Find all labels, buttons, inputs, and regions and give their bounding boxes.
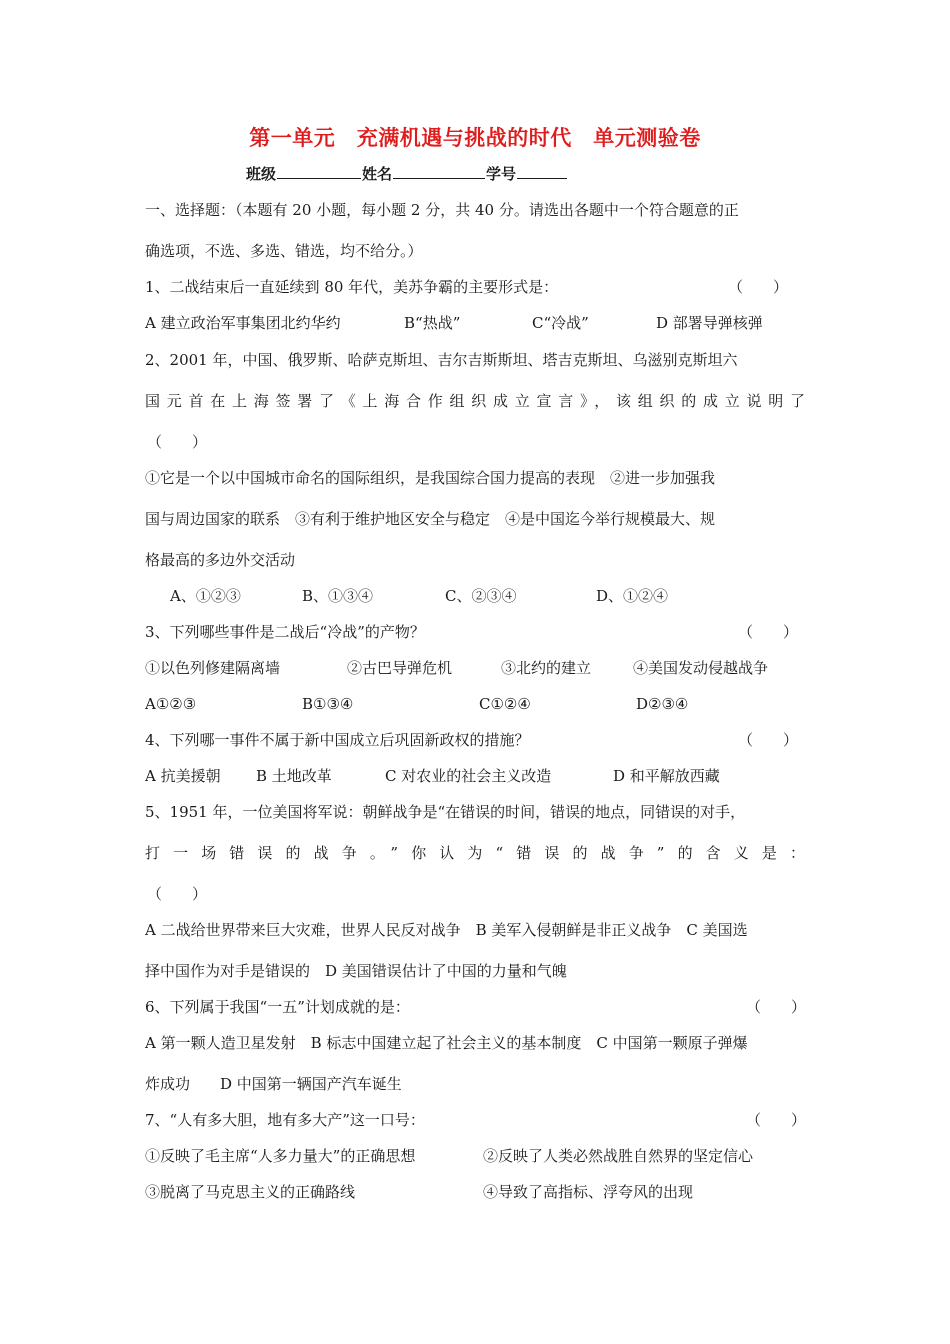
name-blank[interactable] <box>393 163 485 179</box>
q2-option-a: A、①②③ <box>170 587 241 605</box>
q3-stem: 3、下列哪些事件是二战后“冷战”的产物？ <box>145 623 425 641</box>
q1-option-d: D 部署导弹核弹 <box>656 314 763 332</box>
q3-item-2: ②古巴导弹危机 <box>347 659 453 677</box>
q6-body-line-2: 炸成功 D 中国第一辆国产汽车诞生 <box>145 1075 402 1093</box>
q2-option-c: C、②③④ <box>445 587 517 605</box>
q1-option-a: A 建立政治军事集团北约华约 <box>145 314 341 332</box>
page-title: 第一单元 充满机遇与挑战的时代 单元测验卷 <box>249 126 701 150</box>
section-heading-line-1: 一、选择题：（本题有 20 小题，每小题 2 分，共 40 分。请选出各题中一个符合题意的正 <box>145 201 739 219</box>
q7-item-4: ④导致了高指标、浮夸风的出现 <box>483 1183 694 1201</box>
q4-option-b: B 土地改革 <box>256 767 332 785</box>
name-label: 姓名 <box>362 165 393 183</box>
q3-option-c: C①②④ <box>479 695 531 713</box>
q3-option-b: B①③④ <box>302 695 354 713</box>
q3-item-4: ④美国发动侵越战争 <box>633 659 769 677</box>
q5-body-line-2: 择中国作为对手是错误的 D 美国错误估计了中国的力量和气魄 <box>145 962 567 980</box>
q4-option-a: A 抗美援朝 <box>145 767 221 785</box>
q2-body-line-2: 国与周边国家的联系 ③有利于维护地区安全与稳定 ④是中国迄今举行规模最大、规 <box>145 510 716 528</box>
number-blank[interactable] <box>517 163 567 179</box>
number-label: 学号 <box>486 165 517 183</box>
q2-stem-line-1: 2、2001 年，中国、俄罗斯、哈萨克斯坦、吉尔吉斯斯坦、塔吉克斯坦、乌滋别克斯坦六 <box>145 351 738 369</box>
class-blank[interactable] <box>277 163 361 179</box>
q3-item-3: ③北约的建立 <box>501 659 592 677</box>
q4-stem: 4、下列哪一事件不属于新中国成立后巩固新政权的措施？ <box>145 731 530 749</box>
q2-answer-paren[interactable]: （ ） <box>147 433 208 451</box>
q5-stem-line-2: 打一场错误的战争。”你认为“错误的战争”的含义是： <box>145 844 805 862</box>
q7-stem: 7、“人有多大胆，地有多大产”这一口号： <box>145 1111 425 1129</box>
section-heading-line-2: 确选项，不选、多选、错选，均不给分。） <box>145 242 423 260</box>
q4-option-d: D 和平解放西藏 <box>613 767 720 785</box>
q3-option-d: D②③④ <box>636 695 689 713</box>
q2-body-line-3: 格最高的多边外交活动 <box>145 551 296 569</box>
q3-option-a: A①②③ <box>145 695 197 713</box>
q7-item-1: ①反映了毛主席“人多力量大”的正确思想 <box>145 1147 416 1165</box>
q4-option-c: C 对农业的社会主义改造 <box>385 767 552 785</box>
q5-stem-line-1: 5、1951 年，一位美国将军说：朝鲜战争是“在错误的时间，错误的地点，同错误的对手， <box>145 803 746 821</box>
q1-answer-paren[interactable]: （ ） <box>728 278 789 296</box>
q1-stem: 1、二战结束后一直延续到 80 年代，美苏争霸的主要形式是： <box>145 278 559 296</box>
q1-option-b: B“热战” <box>404 314 461 332</box>
student-info-line <box>246 163 568 184</box>
class-label: 班级 <box>246 165 277 183</box>
q7-item-2: ②反映了人类必然战胜自然界的坚定信心 <box>483 1147 754 1165</box>
q1-option-c: C“冷战” <box>532 314 589 332</box>
q5-answer-paren[interactable]: （ ） <box>147 885 208 903</box>
q6-answer-paren[interactable]: （ ） <box>746 998 807 1016</box>
q3-item-1: ①以色列修建隔离墙 <box>145 659 281 677</box>
q2-option-d: D、①②④ <box>596 587 669 605</box>
q2-stem-line-2: 国元首在上海签署了《上海合作组织成立宣言》，该组织的成立说明了 <box>145 392 805 410</box>
q7-answer-paren[interactable]: （ ） <box>746 1111 807 1129</box>
q2-option-b: B、①③④ <box>302 587 374 605</box>
q5-body-line-1: A 二战给世界带来巨大灾难，世界人民反对战争 B 美军入侵朝鲜是非正义战争 C 美国选 <box>145 921 748 939</box>
q7-item-3: ③脱离了马克思主义的正确路线 <box>145 1183 356 1201</box>
q4-answer-paren[interactable]: （ ） <box>738 731 799 749</box>
q3-answer-paren[interactable]: （ ） <box>738 623 799 641</box>
q6-stem: 6、下列属于我国“一五”计划成就的是： <box>145 998 410 1016</box>
q6-body-line-1: A 第一颗人造卫星发射 B 标志中国建立起了社会主义的基本制度 C 中国第一颗原子弹爆 <box>145 1034 748 1052</box>
q2-body-line-1: ①它是一个以中国城市命名的国际组织，是我国综合国力提高的表现 ②进一步加强我 <box>145 469 716 487</box>
